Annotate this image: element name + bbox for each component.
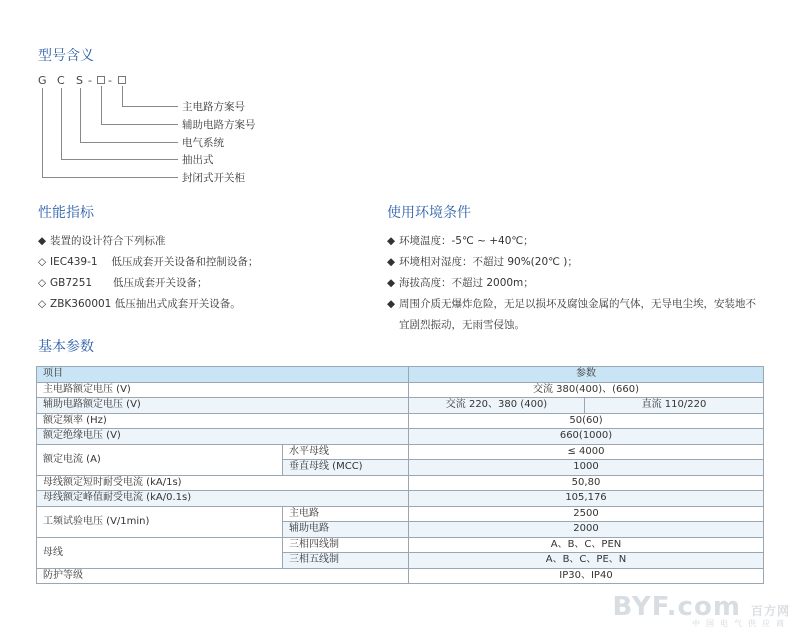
table-row <box>37 382 764 398</box>
code-line <box>80 142 178 143</box>
header-value: 参数 <box>409 367 764 383</box>
table-row <box>37 429 764 445</box>
watermark-brand: BYF.com <box>612 592 741 622</box>
environment-title: 使用环境条件 <box>387 205 471 221</box>
table-row <box>37 398 764 414</box>
row-value: 50,80 <box>409 475 764 491</box>
code-box-2 <box>118 76 126 84</box>
code-label-aux-circuit: 辅助电路方案号 <box>182 119 256 131</box>
row-name: 防护等级 <box>37 568 409 584</box>
row-value: 2500 <box>409 506 764 522</box>
row-name: 额定电流 (A) <box>37 444 283 475</box>
code-line <box>61 88 62 159</box>
row-value: IP30、IP40 <box>409 568 764 584</box>
watermark-logo <box>613 592 790 629</box>
code-dash-1: - <box>88 74 92 87</box>
list-item: ◇ GB7251 低压成套开关设备； <box>38 277 208 289</box>
row-value: 交流 380(400)、(660) <box>409 382 764 398</box>
table-header-row <box>37 367 764 383</box>
row-value: A、B、C、PEN <box>409 537 764 553</box>
list-item: 宜剧烈振动，无雨雪侵蚀。 <box>399 319 525 331</box>
row-value: 2000 <box>409 522 764 538</box>
row-name: 主电路额定电压 (V) <box>37 382 409 398</box>
code-label-main-circuit: 主电路方案号 <box>182 101 245 113</box>
row-sub-name: 水平母线 <box>283 444 409 460</box>
model-section-title: 型号含义 <box>38 48 94 64</box>
code-line <box>80 88 81 142</box>
row-value: ≤ 4000 <box>409 444 764 460</box>
code-label-electrical-system: 电气系统 <box>182 137 224 149</box>
row-sub-name: 垂直母线 (MCC) <box>283 460 409 476</box>
header-item: 项目 <box>37 367 409 383</box>
row-value-ac: 交流 220、380 (400) <box>409 398 585 414</box>
code-letter-c: C <box>57 74 65 87</box>
code-box-1 <box>97 76 105 84</box>
row-sub-name: 三相五线制 <box>283 553 409 569</box>
row-value: 1000 <box>409 460 764 476</box>
table-row <box>37 537 764 553</box>
table-row <box>37 475 764 491</box>
row-value: 105,176 <box>409 491 764 507</box>
list-item: ◇ ZBK360001 低压抽出式成套开关设备。 <box>38 298 241 310</box>
list-item: ◆ 装置的设计符合下列标准 <box>38 235 166 247</box>
environment-list <box>387 233 777 333</box>
row-value: A、B、C、PE、N <box>409 553 764 569</box>
table-row <box>37 413 764 429</box>
row-name: 工频试验电压 (V/1min) <box>37 506 283 537</box>
code-line <box>122 106 178 107</box>
list-item: ◇ IEC439-1 低压成套开关设备和控制设备； <box>38 256 259 268</box>
list-item: ◆ 海拔高度：不超过 2000m； <box>387 277 534 289</box>
row-name: 母线额定峰值耐受电流 (kA/0.1s) <box>37 491 409 507</box>
list-item: ◆ 环境温度：-5℃ ~ +40℃； <box>387 235 534 247</box>
row-name: 额定绝缘电压 (V) <box>37 429 409 445</box>
row-value: 50(60) <box>409 413 764 429</box>
row-sub-name: 主电路 <box>283 506 409 522</box>
row-value: 660(1000) <box>409 429 764 445</box>
params-table <box>36 366 764 584</box>
table-row <box>37 444 764 460</box>
performance-title: 性能指标 <box>38 205 94 221</box>
list-item: ◆ 环境相对湿度：不超过 90%(20℃ )； <box>387 256 578 268</box>
watermark-subtitle: 中国电气供应商 <box>692 619 790 628</box>
table-row <box>37 568 764 584</box>
row-name: 母线 <box>37 537 283 568</box>
row-sub-name: 三相四线制 <box>283 537 409 553</box>
performance-list <box>38 233 358 313</box>
row-name: 辅助电路额定电压 (V) <box>37 398 409 414</box>
basic-params-title: 基本参数 <box>38 339 94 355</box>
row-name: 额定频率 (Hz) <box>37 413 409 429</box>
code-line <box>42 88 43 177</box>
code-line <box>101 86 102 124</box>
table-row <box>37 506 764 522</box>
code-label-drawout: 抽出式 <box>182 154 214 166</box>
row-value-dc: 直流 110/220 <box>585 398 764 414</box>
row-name: 母线额定短时耐受电流 (kA/1s) <box>37 475 409 491</box>
list-item: ◆ 周围介质无爆炸危险，无足以损坏及腐蚀金属的气体，无导电尘埃，安装地不 <box>387 298 756 310</box>
code-letter-g: G <box>38 74 47 87</box>
code-line <box>122 86 123 106</box>
row-sub-name: 辅助电路 <box>283 522 409 538</box>
code-letter-s: S <box>76 74 83 87</box>
watermark-cn: 百方网 <box>750 604 790 618</box>
code-label-enclosed: 封闭式开关柜 <box>182 172 245 184</box>
table-row <box>37 491 764 507</box>
code-dash-2: - <box>108 74 112 87</box>
code-line <box>42 177 178 178</box>
code-line <box>61 159 178 160</box>
code-line <box>101 124 178 125</box>
